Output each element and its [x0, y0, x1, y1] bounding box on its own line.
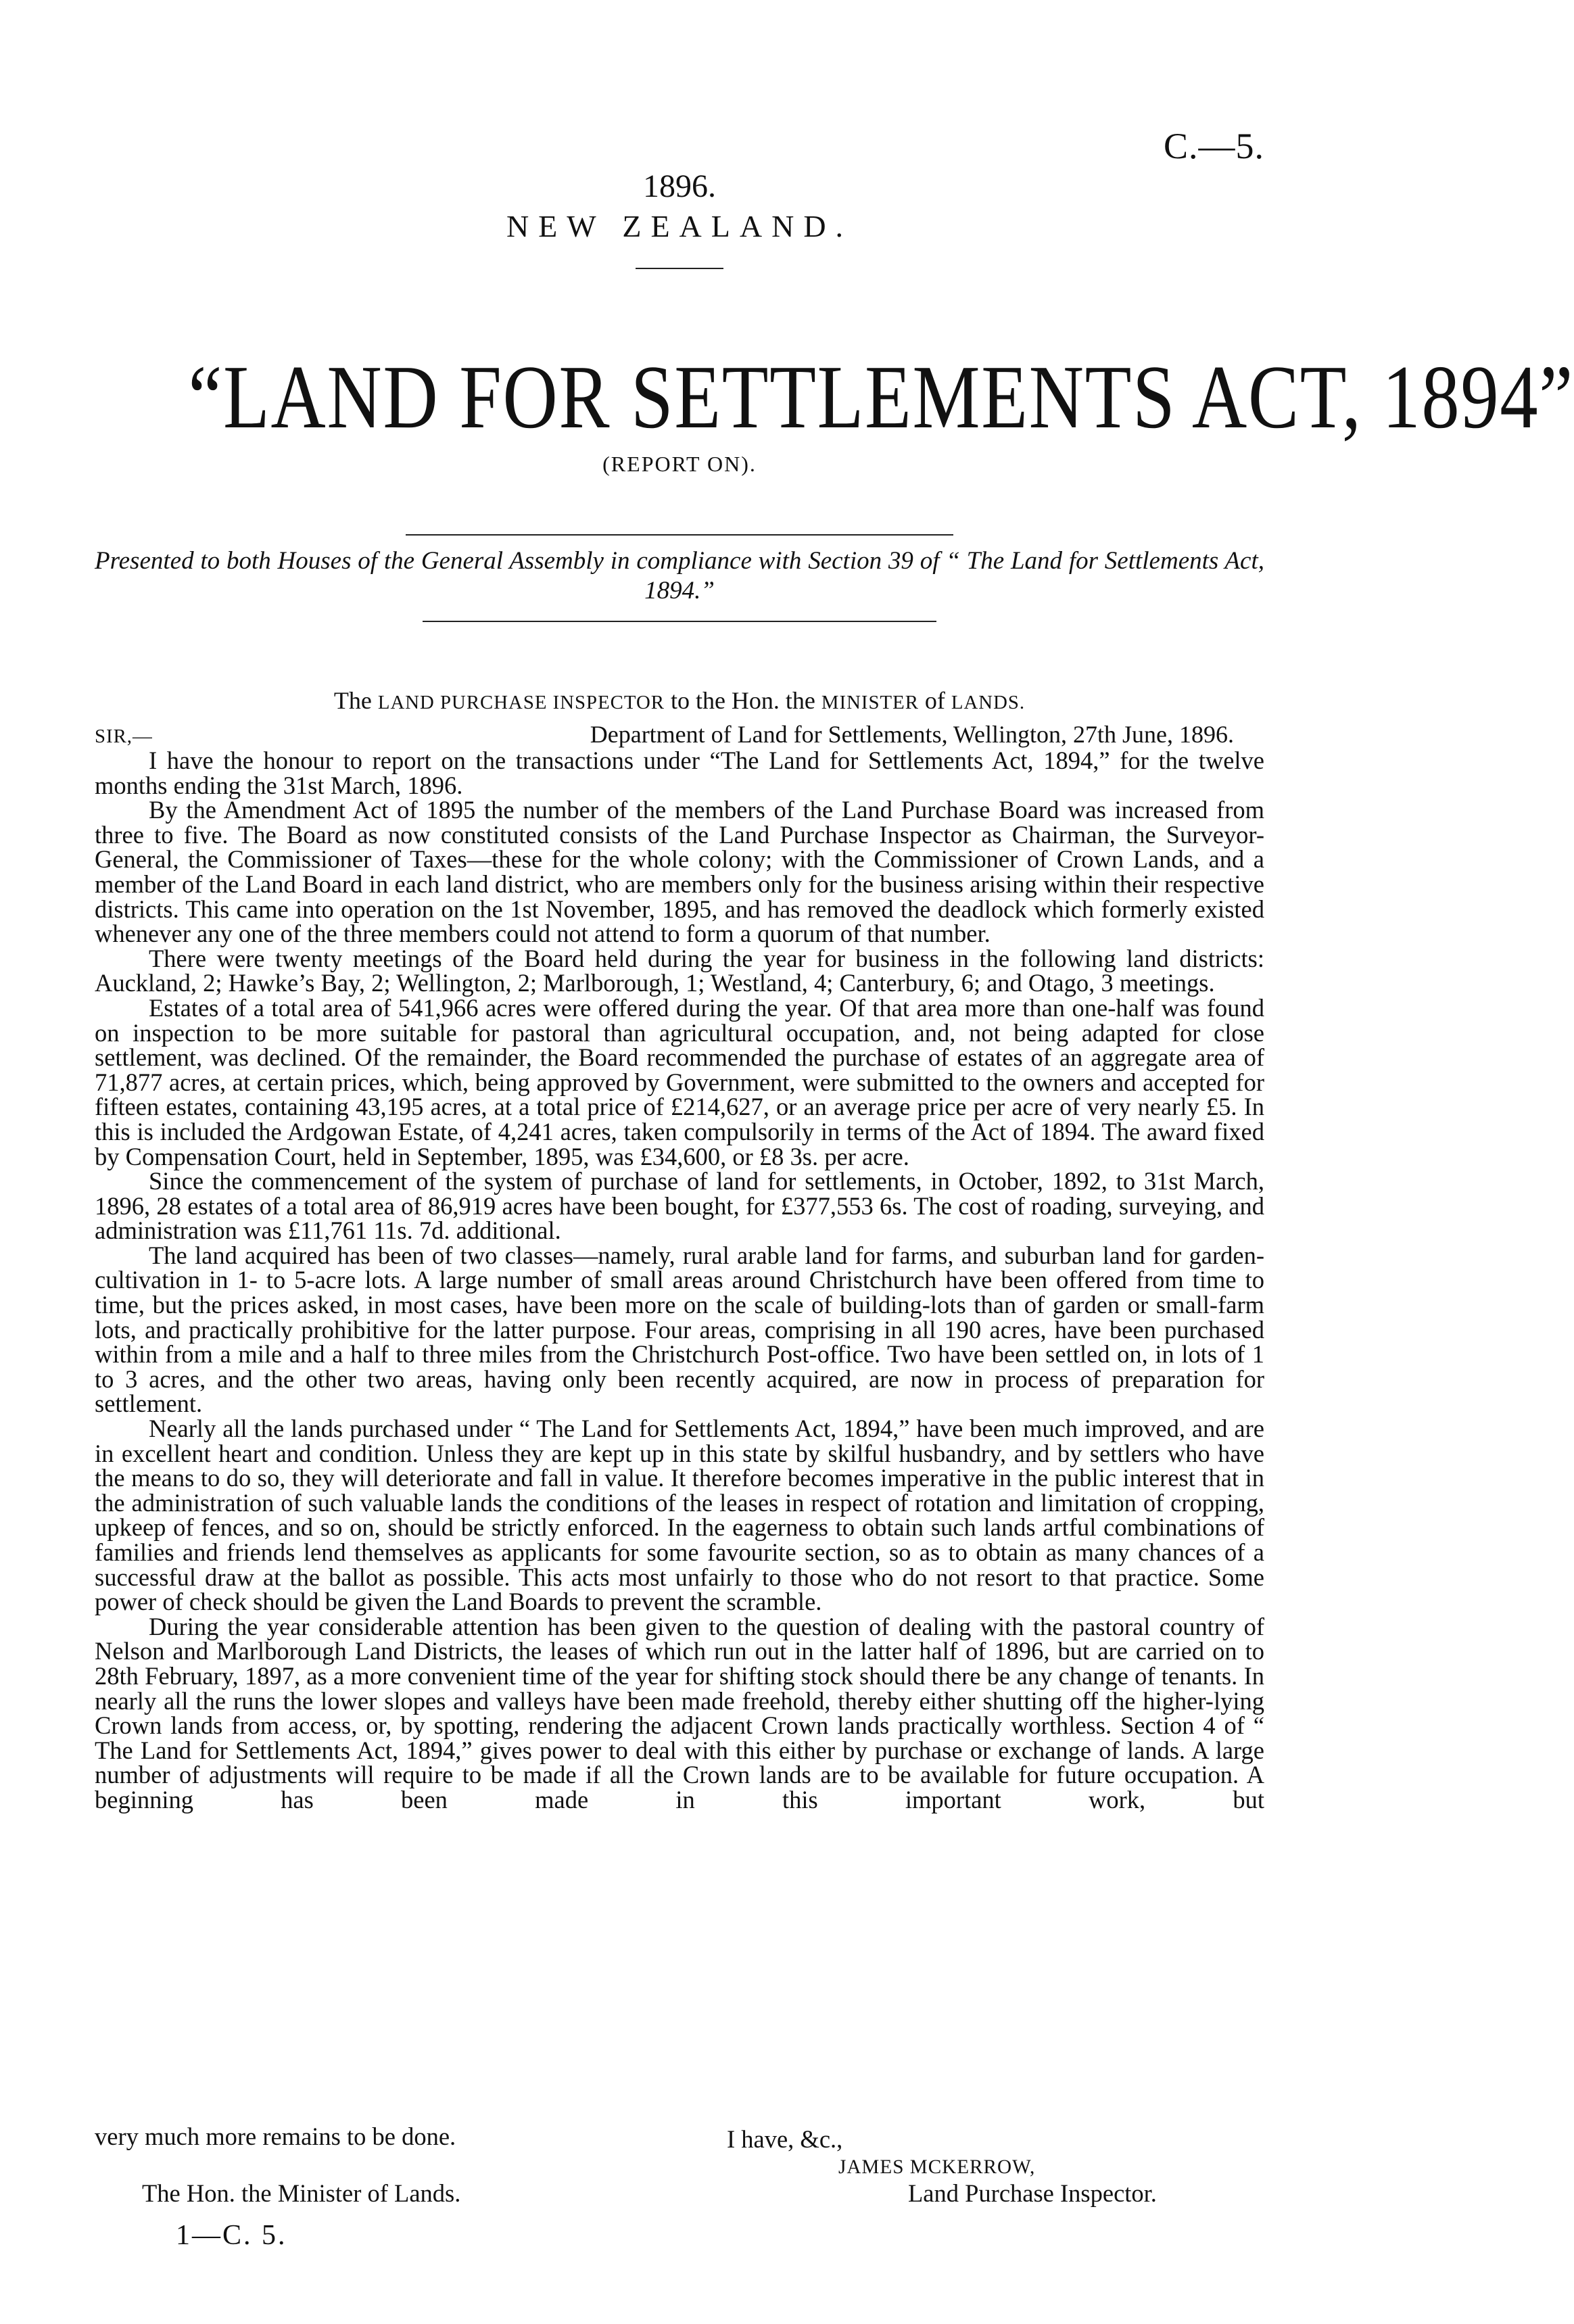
dateline: Department of Land for Settlements, Wellington, 27th June, 1896.: [590, 721, 1234, 748]
paragraph: During the year considerable attention has been given to the question of dealing with the pastoral country of Nelson and Marlborough Land Districts, the leases of which run out in the latter half of 1896, but are carried on to 28th February, 1897, as a more convenient time of the year for shifting stock should there be any change of tenants. In nearly all the runs the lower slopes and valleys have been made freehold, thereby either shutting off the higher-lying Crown lands from access, or, by spotting, rendering the adjacent Crown lands practically worthless. Section 4 of “ The Land for Settlements Act, 1894,” gives power to deal with this either by purchase or exchange of lands. A large number of adjustments will require to be made if all the Crown lands are to be available for future occupation. A beginning has been made in this important work, but: [95, 1612, 1264, 1813]
heading-sender: LAND PURCHASE INSPECTOR: [377, 692, 665, 713]
parliamentary-paper-reference: C.—5.: [1163, 126, 1264, 166]
paragraph: Nearly all the lands purchased under “ The Land for Settlements Act, 1894,” have been much improved, and are in excellent heart and condition. Unless they are kept up in this state by skilful husbandry, and by settlers who have the means to do so, they will deteriorate and fall in value. It therefore becomes imperative in the public interest that in the administration of such valuable lands the conditions of the leases in respect of rotation and limitation of cropping, upkeep of fences, and so on, should be strictly enforced. In the eagerness to obtain such lands artful combinations of families and friends lend themselves as applicants for some favourite section, so as to obtain as many chances of a successful draw at the ballot as possible. This acts most unfairly to those who do not resort to that practice. Some power of check should be given the Land Boards to prevent the scramble.: [95, 1415, 1264, 1616]
paragraph: The land acquired has been of two classes—namely, rural arable land for farms, and suburban land for garden-cultivation in 1- to 5-acre lots. A large number of small areas around Christchurch have been offered from time to time, but the prices asked, in most cases, have been more on the scale of building-lots than of garden or small-farm lots, and practically prohibitive for the latter purpose. Four areas, comprising in all 190 acres, have been purchased within from a mile and a half to three miles from the Christchurch Post-office. Two have been settled on, in lots of 1 to 3 acres, and the other two areas, having only been recently acquired, are now in process of preparation for settlement.: [95, 1241, 1264, 1418]
document-title: “LAND FOR SETTLEMENTS ACT, 1894”: [188, 347, 1574, 447]
divider-short: [636, 268, 723, 269]
divider-lower: [423, 621, 936, 622]
paragraph: There were twenty meetings of the Board held during the year for business in the following land districts: Auckland, 2; Hawke’s Bay, 2; Wellington, 2; Marlborough, 1; Westland, 4; Canterbury, 6; and Otago, 3 meetings.: [95, 944, 1264, 997]
paragraph: Estates of a total area of 541,966 acres were offered during the year. Of that area more than one-half was found on inspection to be more suitable for pastoral than agricultural occupation, and, not being adapted for close settlement, was declined. Of the remainder, the Board recommended the purchase of estates of an aggregate area of 71,877 acres, at certain prices, which, being approved by Government, were submitted to the owners and accepted for fifteen estates, containing 43,195 acres, at a total price of £214,627, or an average price per acre of very nearly £5. In this is included the Ardgowan Estate, of 4,241 acres, taken compulsorily in terms of the Act of 1894. The award fixed by Compensation Court, held in September, 1895, was £34,600, or £8 3s. per acre.: [95, 993, 1264, 1170]
final-line: very much more remains to be done.: [95, 2123, 456, 2150]
heading-the: The: [333, 687, 372, 714]
document-subtitle: (REPORT ON).: [602, 452, 757, 476]
paragraph: By the Amendment Act of 1895 the number of the members of the Land Purchase Board was increased from three to five. The Board as now constituted consists of the Land Purchase Inspector as Chairman, the Surveyor-General, the Commissioner of Taxes—these for the whole colony; with the Commissioner of Crown Lands, and a member of the Land Board in each land district, who are members only for the business arising within their respective districts. This came into operation on the 1st November, 1895, and has removed the deadlock which formerly existed whenever any one of the three members could not attend to form a quorum of that number.: [95, 796, 1264, 948]
closing: I have, &c.,: [727, 2125, 843, 2153]
paragraph: Since the commencement of the system of purchase of land for settlements, in October, 1892, to 31st March, 1896, 28 estates of a total area of 86,919 acres have been bought, for £377,553 6s. The cost of roading, surveying, and administration was £11,761 11s. 7d. additional.: [95, 1167, 1264, 1245]
paragraph: I have the honour to report on the transactions under “The Land for Settlements Act, 1894,” for the twelve months ending the 31st March, 1896.: [95, 746, 1264, 799]
letter-body: [95, 746, 1264, 1813]
signature-name: JAMES MCKERROW,: [838, 2156, 1036, 2178]
addressee: The Hon. the Minister of Lands.: [142, 2179, 461, 2207]
letter-heading: [95, 686, 1264, 715]
document-year: 1896.: [643, 168, 716, 204]
heading-of: of: [924, 687, 945, 714]
signature-title: Land Purchase Inspector.: [908, 2179, 1157, 2207]
page-folio: 1—C. 5.: [176, 2220, 287, 2251]
country-heading: NEW ZEALAND.: [506, 209, 853, 243]
presentation-note: Presented to both Houses of the General Assembly in compliance with Section 39 of “ The Land for Settlements Act, 1894.”: [95, 547, 1264, 604]
divider-upper: [406, 534, 953, 536]
document-page: [95, 0, 1574, 2324]
salutation: SIR,—: [95, 726, 153, 747]
heading-minister: MINISTER: [821, 692, 919, 713]
heading-lands: LANDS.: [951, 692, 1026, 713]
heading-to: to the Hon. the: [670, 687, 815, 714]
